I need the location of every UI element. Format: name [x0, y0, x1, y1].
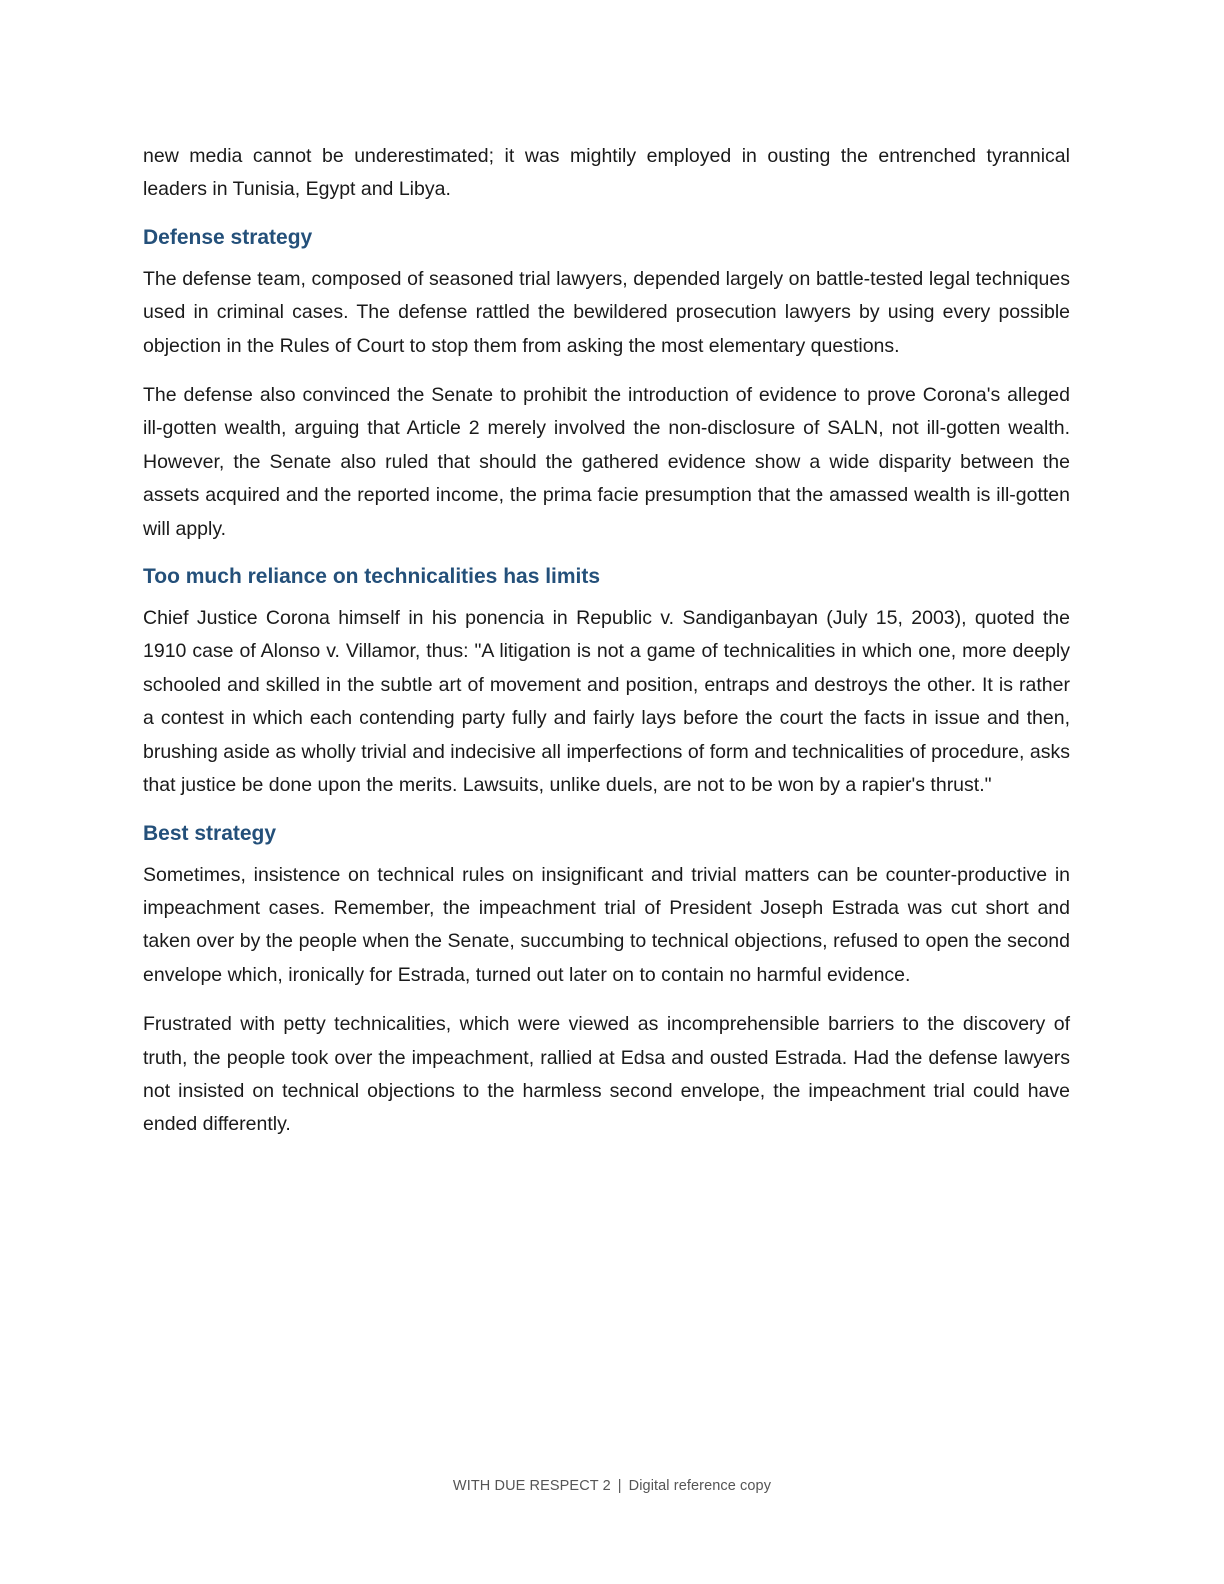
page-body	[143, 140, 1070, 1142]
paragraph: The defense team, composed of seasoned trial lawyers, depended largely on battle-tested legal techniques used in criminal cases. The defense rattled the bewildered prosecution lawyers by using every possible objection in the Rules of Court to stop them from asking the most elementary questions.	[143, 267, 1070, 357]
footer-title: WITH DUE RESPECT 2	[452, 1478, 611, 1494]
intro-paragraph: new media cannot be underestimated; it was mightily employed in ousting the entrenched tyrannical leaders in Tunisia, Egypt and Libya.	[143, 145, 1070, 201]
paragraph: Sometimes, insistence on technical rules on insignificant and trivial matters can be counter-productive in impeachment cases. Remember, the impeachment trial of President Joseph Estrada was cut short and taken over by the people when the Senate, succumbing to technical objections, refused to open the second envelope which, ironically for Estrada, turned out later on to contain no harmful evidence.	[143, 863, 1070, 986]
page-footer	[0, 1478, 1224, 1494]
footer-separator: |	[617, 1478, 622, 1494]
section-heading-best-strategy: Best strategy	[143, 821, 277, 845]
paragraph: Frustrated with petty technicalities, which were viewed as incomprehensible barriers to the discovery of truth, the people took over the impeachment, rallied at Edsa and ousted Estrada. Had the defense lawyers not insisted on technical objections to the harmless second envelope, the impeachment trial could have ended differently.	[143, 1013, 1070, 1136]
section-heading-defense-strategy: Defense strategy	[143, 225, 313, 249]
footer-note: Digital reference copy	[628, 1478, 772, 1494]
section-heading-technicalities: Too much reliance on technicalities has limits	[143, 565, 601, 589]
paragraph: Chief Justice Corona himself in his ponencia in Republic v. Sandiganbayan (July 15, 2003), quoted the 1910 case of Alonso v. Villamor, thus: "A litigation is not a game of technicalities in which one, more deeply schooled and skilled in the subtle art of movement and position, entraps and destroys the other. It is rather a contest in which each contending party fully and fairly lays before the court the facts in issue and then, brushing aside as wholly trivial and indecisive all imperfections of form and technicalities of procedure, asks that justice be done upon the merits. Lawsuits, unlike duels, are not to be won by a rapier's thrust."	[143, 607, 1070, 797]
paragraph: The defense also convinced the Senate to prohibit the introduction of evidence to prove Corona's alleged ill-gotten wealth, arguing that Article 2 merely involved the non-disclosure of SALN, not ill-gotten wealth. However, the Senate also ruled that should the gathered evidence show a wide disparity between the assets acquired and the reported income, the prima facie presumption that the amassed wealth is ill-gotten will apply.	[143, 384, 1070, 540]
